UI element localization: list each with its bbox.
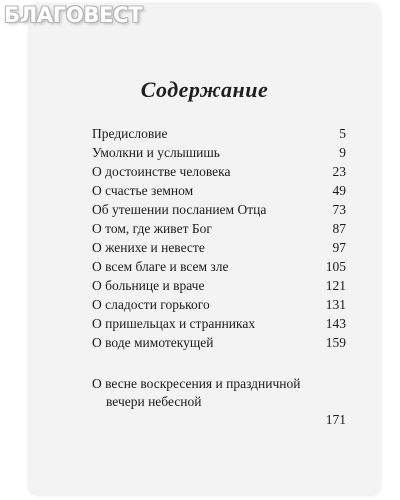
toc-entry bbox=[92, 295, 346, 314]
toc-entry-title: О сладости горького bbox=[92, 297, 210, 312]
toc-entry bbox=[92, 219, 346, 238]
toc-entry-page: 105 bbox=[325, 259, 346, 274]
toc-entry bbox=[92, 314, 346, 333]
toc-entry-title: О воде мимотекущей bbox=[92, 335, 214, 350]
toc-entry bbox=[92, 124, 346, 143]
toc-entry bbox=[92, 162, 346, 181]
toc-entry-page: 131 bbox=[325, 297, 346, 312]
toc-entry-title: О всем благе и всем зле bbox=[92, 259, 229, 274]
toc-entry-title: Об утешении посланием Отца bbox=[92, 202, 267, 217]
toc-entry-page: 9 bbox=[339, 145, 346, 160]
toc-entry bbox=[92, 181, 346, 200]
toc-entry bbox=[92, 257, 346, 276]
toc-entry-page: 159 bbox=[325, 335, 346, 350]
toc-entry bbox=[92, 238, 346, 257]
toc-entry-page: 73 bbox=[332, 202, 346, 217]
toc-entry-page: 97 bbox=[332, 240, 346, 255]
toc-entry-title-line2: вечери небесной bbox=[106, 394, 202, 409]
toc-entry-title-line1: О весне воскресения и праздничной bbox=[92, 376, 301, 391]
toc-entry-title bbox=[92, 357, 300, 429]
toc-entry-title: Умолкни и услышишь bbox=[92, 145, 220, 160]
book-page bbox=[29, 4, 380, 495]
toc-entry bbox=[92, 276, 346, 295]
toc-entry-title: О счастье земном bbox=[92, 183, 194, 198]
table-of-contents bbox=[92, 124, 346, 429]
toc-entry-page: 49 bbox=[332, 183, 346, 198]
page-title: Содержание bbox=[140, 77, 269, 102]
toc-entry-page: 87 bbox=[332, 221, 346, 236]
watermark-logo: БЛАГОВЕСТ bbox=[4, 3, 143, 27]
toc-entry-page: 143 bbox=[325, 316, 346, 331]
toc-entry-title: Предисловие bbox=[92, 126, 168, 141]
toc-entry-page: 171 bbox=[325, 412, 346, 427]
toc-entry bbox=[92, 143, 346, 162]
toc-entry-title: О женихе и невесте bbox=[92, 240, 205, 255]
toc-entry-title: О пришельцах и странниках bbox=[92, 316, 256, 331]
toc-entry-title: О том, где живет Бог bbox=[92, 221, 212, 236]
toc-entry bbox=[92, 200, 346, 219]
toc-entry-title: О достоинстве человека bbox=[92, 164, 231, 179]
toc-entry-page: 5 bbox=[339, 126, 346, 141]
toc-entry-title: О больнице и враче bbox=[92, 278, 205, 293]
toc-entry bbox=[92, 333, 346, 352]
toc-entry-page: 23 bbox=[332, 164, 346, 179]
toc-entry bbox=[92, 357, 346, 429]
toc-entry-page: 121 bbox=[325, 278, 346, 293]
